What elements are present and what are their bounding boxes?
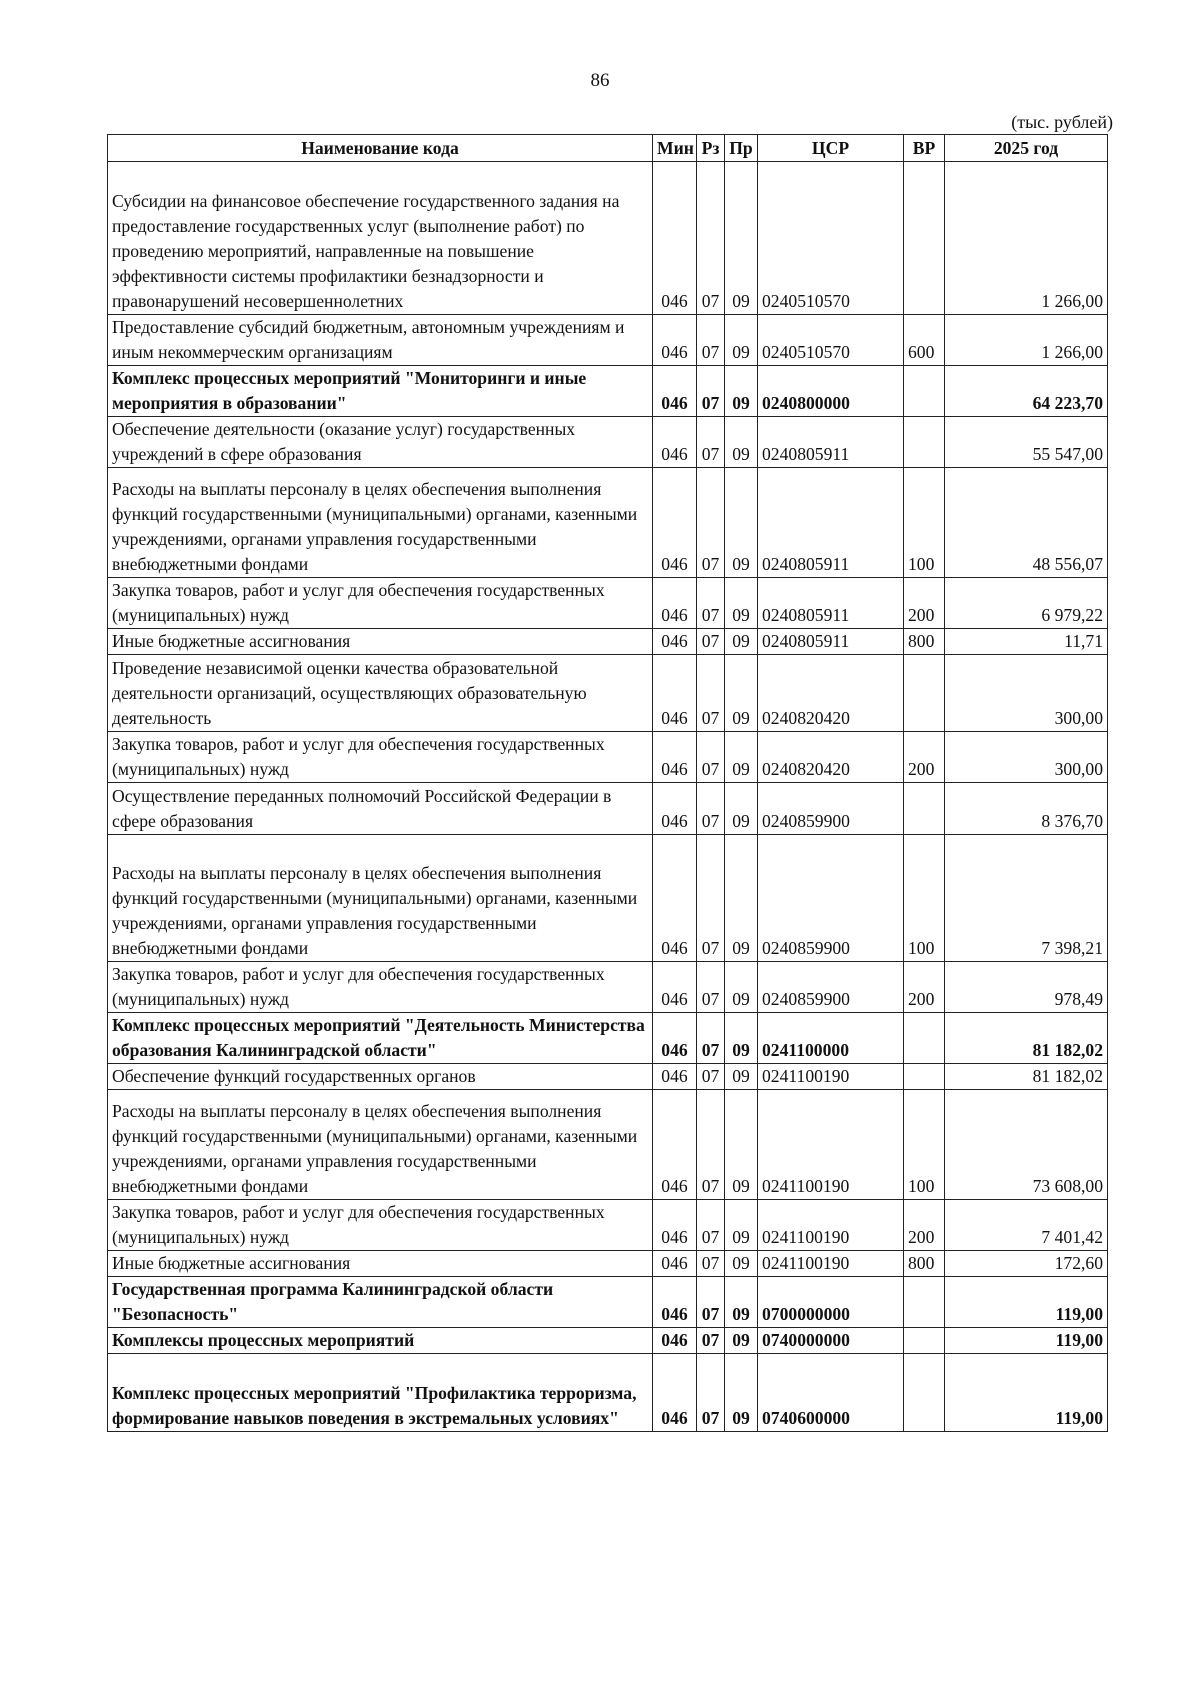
row-vr	[904, 1064, 945, 1090]
row-vr	[904, 783, 945, 835]
row-name: Закупка товаров, работ и услуг для обеспечения государственных (муниципальных) нужд	[108, 962, 653, 1013]
row-sum: 119,00	[945, 1354, 1108, 1432]
row-csr: 0240510570	[758, 315, 904, 366]
row-rz: 07	[697, 1090, 725, 1200]
row-min: 046	[653, 1354, 697, 1432]
row-vr	[904, 655, 945, 732]
row-pr: 09	[725, 835, 758, 962]
row-sum: 172,60	[945, 1251, 1108, 1277]
row-sum: 119,00	[945, 1328, 1108, 1354]
header-min: Мин	[653, 135, 697, 162]
row-rz: 07	[697, 468, 725, 578]
row-csr: 0240859900	[758, 783, 904, 835]
row-csr: 0740000000	[758, 1328, 904, 1354]
table-row	[108, 315, 1108, 366]
row-vr	[904, 1328, 945, 1354]
row-name: Предоставление субсидий бюджетным, автономным учреждениям и иным некоммерческим организациям	[108, 315, 653, 366]
table-row	[108, 1328, 1108, 1354]
table-row	[108, 1251, 1108, 1277]
row-rz: 07	[697, 366, 725, 417]
row-pr: 09	[725, 1354, 758, 1432]
row-sum: 1 266,00	[945, 162, 1108, 315]
row-rz: 07	[697, 1200, 725, 1251]
row-csr: 0240859900	[758, 962, 904, 1013]
row-pr: 09	[725, 1200, 758, 1251]
row-pr: 09	[725, 629, 758, 655]
table-row	[108, 655, 1108, 732]
row-sum: 7 398,21	[945, 835, 1108, 962]
table-row	[108, 162, 1108, 315]
table-row	[108, 468, 1108, 578]
row-sum: 300,00	[945, 732, 1108, 783]
row-min: 046	[653, 732, 697, 783]
row-name: Обеспечение деятельности (оказание услуг) государственных учреждений в сфере образования	[108, 417, 653, 468]
table-row	[108, 1064, 1108, 1090]
row-sum: 6 979,22	[945, 578, 1108, 629]
row-vr: 200	[904, 962, 945, 1013]
header-name: Наименование кода	[108, 135, 653, 162]
row-name: Иные бюджетные ассигнования	[108, 1251, 653, 1277]
row-min: 046	[653, 578, 697, 629]
row-name: Проведение независимой оценки качества образовательной деятельности организаций, осуществляющих образовательную деятельность	[108, 655, 653, 732]
row-name: Расходы на выплаты персоналу в целях обеспечения выполнения функций государственными (муниципальными) органами, казенными учреждениями, органами управления государственными внебюджетными фондами	[108, 1090, 653, 1200]
table-row	[108, 783, 1108, 835]
table-row	[108, 366, 1108, 417]
row-pr: 09	[725, 468, 758, 578]
table-row	[108, 629, 1108, 655]
row-rz: 07	[697, 783, 725, 835]
row-name: Комплекс процессных мероприятий "Профилактика терроризма, формирование навыков поведения в экстремальных условиях"	[108, 1354, 653, 1432]
row-pr: 09	[725, 1251, 758, 1277]
row-name: Закупка товаров, работ и услуг для обеспечения государственных (муниципальных) нужд	[108, 1200, 653, 1251]
row-rz: 07	[697, 629, 725, 655]
budget-table	[107, 134, 1108, 1432]
row-rz: 07	[697, 1277, 725, 1328]
row-name: Комплексы процессных мероприятий	[108, 1328, 653, 1354]
table-row	[108, 732, 1108, 783]
table-row	[108, 578, 1108, 629]
row-pr: 09	[725, 962, 758, 1013]
row-min: 046	[653, 162, 697, 315]
row-csr: 0240820420	[758, 655, 904, 732]
row-pr: 09	[725, 1328, 758, 1354]
row-pr: 09	[725, 1090, 758, 1200]
row-min: 046	[653, 962, 697, 1013]
row-name: Расходы на выплаты персоналу в целях обеспечения выполнения функций государственными (муниципальными) органами, казенными учреждениями, органами управления государственными внебюджетными фондами	[108, 835, 653, 962]
row-rz: 07	[697, 578, 725, 629]
row-min: 046	[653, 1090, 697, 1200]
row-name: Иные бюджетные ассигнования	[108, 629, 653, 655]
row-rz: 07	[697, 655, 725, 732]
row-pr: 09	[725, 732, 758, 783]
row-rz: 07	[697, 835, 725, 962]
row-rz: 07	[697, 1064, 725, 1090]
row-pr: 09	[725, 1064, 758, 1090]
table-row	[108, 1200, 1108, 1251]
row-vr	[904, 162, 945, 315]
header-rz: Рз	[697, 135, 725, 162]
row-vr	[904, 417, 945, 468]
row-min: 046	[653, 1251, 697, 1277]
row-sum: 48 556,07	[945, 468, 1108, 578]
row-rz: 07	[697, 162, 725, 315]
row-name: Закупка товаров, работ и услуг для обеспечения государственных (муниципальных) нужд	[108, 732, 653, 783]
row-vr: 200	[904, 1200, 945, 1251]
row-csr: 0241100190	[758, 1251, 904, 1277]
row-csr: 0240805911	[758, 417, 904, 468]
row-sum: 8 376,70	[945, 783, 1108, 835]
row-sum: 55 547,00	[945, 417, 1108, 468]
row-pr: 09	[725, 1013, 758, 1064]
row-name: Комплекс процессных мероприятий "Деятельность Министерства образования Калининградской области"	[108, 1013, 653, 1064]
row-min: 046	[653, 1328, 697, 1354]
row-sum: 300,00	[945, 655, 1108, 732]
row-rz: 07	[697, 1251, 725, 1277]
page-number: 86	[590, 70, 610, 91]
table-row	[108, 962, 1108, 1013]
row-sum: 81 182,02	[945, 1013, 1108, 1064]
row-min: 046	[653, 315, 697, 366]
row-rz: 07	[697, 1013, 725, 1064]
row-vr: 200	[904, 578, 945, 629]
row-csr: 0241100190	[758, 1090, 904, 1200]
row-pr: 09	[725, 1277, 758, 1328]
row-csr: 0240820420	[758, 732, 904, 783]
row-rz: 07	[697, 732, 725, 783]
row-csr: 0240800000	[758, 366, 904, 417]
row-csr: 0240805911	[758, 629, 904, 655]
row-pr: 09	[725, 655, 758, 732]
row-pr: 09	[725, 578, 758, 629]
row-pr: 09	[725, 417, 758, 468]
header-csr: ЦСР	[758, 135, 904, 162]
header-vr: ВР	[904, 135, 945, 162]
row-min: 046	[653, 1013, 697, 1064]
row-min: 046	[653, 1064, 697, 1090]
row-rz: 07	[697, 315, 725, 366]
row-sum: 119,00	[945, 1277, 1108, 1328]
row-csr: 0240805911	[758, 578, 904, 629]
header-year: 2025 год	[945, 135, 1108, 162]
table-row	[108, 1013, 1108, 1064]
row-min: 046	[653, 417, 697, 468]
row-min: 046	[653, 1200, 697, 1251]
row-name: Субсидии на финансовое обеспечение государственного задания на предоставление государственных услуг (выполнение работ) по проведению мероприятий, направленные на повышение эффективности системы профилактики безнадзорности и правонарушений несовершеннолетних	[108, 162, 653, 315]
table-row	[108, 1090, 1108, 1200]
row-name: Осуществление переданных полномочий Российской Федерации в сфере образования	[108, 783, 653, 835]
row-name: Закупка товаров, работ и услуг для обеспечения государственных (муниципальных) нужд	[108, 578, 653, 629]
row-rz: 07	[697, 417, 725, 468]
row-rz: 07	[697, 962, 725, 1013]
row-sum: 978,49	[945, 962, 1108, 1013]
row-name: Расходы на выплаты персоналу в целях обеспечения выполнения функций государственными (муниципальными) органами, казенными учреждениями, органами управления государственными внебюджетными фондами	[108, 468, 653, 578]
header-pr: Пр	[725, 135, 758, 162]
row-sum: 73 608,00	[945, 1090, 1108, 1200]
row-min: 046	[653, 366, 697, 417]
row-pr: 09	[725, 783, 758, 835]
row-sum: 64 223,70	[945, 366, 1108, 417]
row-vr	[904, 1354, 945, 1432]
table-row	[108, 1277, 1108, 1328]
row-pr: 09	[725, 162, 758, 315]
table-row	[108, 417, 1108, 468]
row-csr: 0240859900	[758, 835, 904, 962]
row-name: Обеспечение функций государственных органов	[108, 1064, 653, 1090]
row-pr: 09	[725, 366, 758, 417]
row-csr: 0241100190	[758, 1064, 904, 1090]
row-vr: 800	[904, 629, 945, 655]
row-vr	[904, 366, 945, 417]
row-sum: 7 401,42	[945, 1200, 1108, 1251]
row-min: 046	[653, 468, 697, 578]
row-csr: 0240510570	[758, 162, 904, 315]
row-vr	[904, 1013, 945, 1064]
row-vr	[904, 1277, 945, 1328]
row-vr: 100	[904, 1090, 945, 1200]
row-min: 046	[653, 629, 697, 655]
units-label: (тыс. рублей)	[1011, 112, 1113, 132]
table-header-row	[108, 135, 1108, 162]
row-min: 046	[653, 655, 697, 732]
row-csr: 0241100190	[758, 1200, 904, 1251]
row-rz: 07	[697, 1354, 725, 1432]
row-sum: 1 266,00	[945, 315, 1108, 366]
table-row	[108, 1354, 1108, 1432]
row-vr: 800	[904, 1251, 945, 1277]
row-vr: 200	[904, 732, 945, 783]
row-csr: 0740600000	[758, 1354, 904, 1432]
row-sum: 11,71	[945, 629, 1108, 655]
row-vr: 100	[904, 835, 945, 962]
row-name: Государственная программа Калининградской области "Безопасность"	[108, 1277, 653, 1328]
row-min: 046	[653, 783, 697, 835]
row-vr: 600	[904, 315, 945, 366]
table-row	[108, 835, 1108, 962]
row-csr: 0241100000	[758, 1013, 904, 1064]
row-vr: 100	[904, 468, 945, 578]
row-min: 046	[653, 835, 697, 962]
row-rz: 07	[697, 1328, 725, 1354]
row-name: Комплекс процессных мероприятий "Мониторинги и иные мероприятия в образовании"	[108, 366, 653, 417]
row-pr: 09	[725, 315, 758, 366]
row-sum: 81 182,02	[945, 1064, 1108, 1090]
row-min: 046	[653, 1277, 697, 1328]
row-csr: 0240805911	[758, 468, 904, 578]
row-csr: 0700000000	[758, 1277, 904, 1328]
